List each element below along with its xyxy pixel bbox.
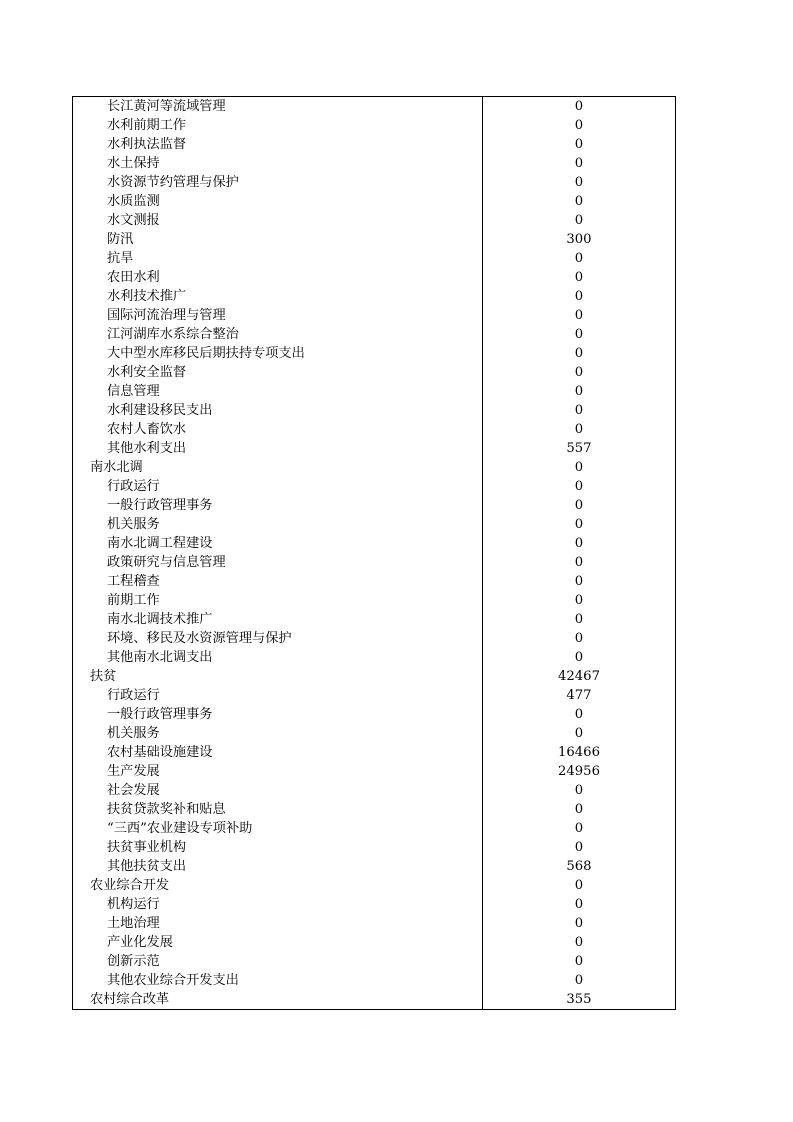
table-row <box>73 515 675 534</box>
table-row <box>73 477 675 496</box>
row-item-name: 长江黄河等流域管理 <box>73 97 483 116</box>
table-row <box>73 990 675 1009</box>
table-row <box>73 895 675 914</box>
table-row <box>73 135 675 154</box>
row-item-value: 0 <box>574 574 584 589</box>
row-item-value: 0 <box>574 802 584 817</box>
table-row <box>73 857 675 876</box>
row-item-name: 政策研究与信息管理 <box>73 553 483 572</box>
table-row <box>73 572 675 591</box>
row-item-value: 0 <box>574 555 584 570</box>
row-item-name: 水利前期工作 <box>73 116 483 135</box>
row-item-name: 水质监测 <box>73 192 483 211</box>
row-item-value: 0 <box>574 99 584 114</box>
table-row <box>73 306 675 325</box>
row-item-name: 行政运行 <box>73 477 483 496</box>
row-item-name: 农村基础设施建设 <box>73 743 483 762</box>
table-row <box>73 629 675 648</box>
row-item-name: 农村人畜饮水 <box>73 420 483 439</box>
row-item-value: 0 <box>574 954 584 969</box>
row-item-value: 0 <box>574 783 584 798</box>
table-row <box>73 496 675 515</box>
table-row <box>73 287 675 306</box>
row-item-value: 0 <box>574 707 584 722</box>
row-item-value: 0 <box>574 422 584 437</box>
row-item-name: 水利安全监督 <box>73 363 483 382</box>
table-row <box>73 819 675 838</box>
row-item-name: 扶贫 <box>73 667 483 686</box>
row-item-name: 南水北调 <box>73 458 483 477</box>
table-row <box>73 382 675 401</box>
row-item-value: 0 <box>574 346 584 361</box>
row-item-value: 0 <box>574 327 584 342</box>
table-row <box>73 743 675 762</box>
row-item-value: 0 <box>574 384 584 399</box>
table-row <box>73 344 675 363</box>
table-row <box>73 914 675 933</box>
table-row <box>73 534 675 553</box>
row-item-value: 477 <box>566 688 592 703</box>
table-row <box>73 591 675 610</box>
row-item-value: 0 <box>574 973 584 988</box>
row-item-name: 一般行政管理事务 <box>73 496 483 515</box>
row-item-name: 水利建设移民支出 <box>73 401 483 420</box>
table-row <box>73 933 675 952</box>
row-item-name: 一般行政管理事务 <box>73 705 483 724</box>
table-row <box>73 971 675 990</box>
row-item-value: 0 <box>574 213 584 228</box>
row-item-value: 0 <box>574 137 584 152</box>
row-item-value: 568 <box>566 859 592 874</box>
row-item-name: 水文测报 <box>73 211 483 230</box>
row-item-name: 环境、移民及水资源管理与保护 <box>73 629 483 648</box>
row-item-value: 0 <box>574 156 584 171</box>
row-item-name: 信息管理 <box>73 382 483 401</box>
table-row <box>73 230 675 249</box>
table-row <box>73 249 675 268</box>
row-item-value: 0 <box>574 517 584 532</box>
row-item-name: 水资源节约管理与保护 <box>73 173 483 192</box>
table-row <box>73 800 675 819</box>
row-item-value: 0 <box>574 631 584 646</box>
row-item-name: 南水北调工程建设 <box>73 534 483 553</box>
table-row <box>73 781 675 800</box>
row-item-name: 土地治理 <box>73 914 483 933</box>
table-row <box>73 97 675 116</box>
row-item-name: 农田水利 <box>73 268 483 287</box>
row-item-name: 其他水利支出 <box>73 439 483 458</box>
table-row <box>73 705 675 724</box>
row-item-value: 0 <box>574 118 584 133</box>
row-item-value: 0 <box>574 479 584 494</box>
row-item-name: 扶贫贷款奖补和贴息 <box>73 800 483 819</box>
row-item-value: 0 <box>574 498 584 513</box>
row-item-name: 国际河流治理与管理 <box>73 306 483 325</box>
row-item-name: 其他南水北调支出 <box>73 648 483 667</box>
row-item-value: 0 <box>574 650 584 665</box>
table-row <box>73 610 675 629</box>
row-item-name: 创新示范 <box>73 952 483 971</box>
table-row <box>73 325 675 344</box>
table-row <box>73 211 675 230</box>
row-item-value: 0 <box>574 194 584 209</box>
row-item-value: 557 <box>566 441 592 456</box>
row-item-value: 16466 <box>558 745 600 760</box>
row-item-name: 扶贫事业机构 <box>73 838 483 857</box>
row-item-value: 0 <box>574 612 584 627</box>
row-item-value: 355 <box>566 992 592 1007</box>
table-row <box>73 420 675 439</box>
table-row <box>73 762 675 781</box>
row-item-value: 0 <box>574 935 584 950</box>
table-row <box>73 838 675 857</box>
row-item-name: 生产发展 <box>73 762 483 781</box>
table-row <box>73 686 675 705</box>
table-row <box>73 363 675 382</box>
row-item-value: 0 <box>574 897 584 912</box>
table-row <box>73 154 675 173</box>
table-row <box>73 648 675 667</box>
row-item-value: 0 <box>574 536 584 551</box>
row-item-name: 工程稽查 <box>73 572 483 591</box>
table-row <box>73 401 675 420</box>
budget-table <box>72 96 676 1010</box>
row-item-value: 42467 <box>558 669 600 684</box>
row-item-name: 抗旱 <box>73 249 483 268</box>
row-item-value: 0 <box>574 593 584 608</box>
row-item-name: 行政运行 <box>73 686 483 705</box>
row-item-name: 水利技术推广 <box>73 287 483 306</box>
row-item-value: 0 <box>574 270 584 285</box>
row-item-name: 防汛 <box>73 230 483 249</box>
row-item-value: 0 <box>574 308 584 323</box>
row-item-name: 产业化发展 <box>73 933 483 952</box>
row-item-name: 机关服务 <box>73 515 483 534</box>
table-row <box>73 116 675 135</box>
row-item-value: 0 <box>574 460 584 475</box>
row-item-name: 机构运行 <box>73 895 483 914</box>
row-item-name: 其他扶贫支出 <box>73 857 483 876</box>
row-item-name: 大中型水库移民后期扶持专项支出 <box>73 344 483 363</box>
row-item-value: 0 <box>574 251 584 266</box>
row-item-value: 24956 <box>558 764 600 779</box>
table-row <box>73 724 675 743</box>
row-item-name: 南水北调技术推广 <box>73 610 483 629</box>
row-item-value: 0 <box>574 365 584 380</box>
table-row <box>73 173 675 192</box>
row-item-name: 水土保持 <box>73 154 483 173</box>
table-row <box>73 952 675 971</box>
row-item-name: 社会发展 <box>73 781 483 800</box>
table-row <box>73 192 675 211</box>
table-row <box>73 553 675 572</box>
row-item-name: 农业综合开发 <box>73 876 483 895</box>
row-item-name: 机关服务 <box>73 724 483 743</box>
row-item-value: 0 <box>574 821 584 836</box>
table-row <box>73 876 675 895</box>
row-item-name: 其他农业综合开发支出 <box>73 971 483 990</box>
table-row <box>73 458 675 477</box>
row-item-name: 前期工作 <box>73 591 483 610</box>
row-item-name: 水利执法监督 <box>73 135 483 154</box>
row-item-value: 0 <box>574 726 584 741</box>
row-item-name: “三西”农业建设专项补助 <box>73 819 483 838</box>
row-item-value: 0 <box>574 840 584 855</box>
table-row <box>73 667 675 686</box>
row-item-name: 江河湖库水系综合整治 <box>73 325 483 344</box>
row-item-value: 0 <box>574 175 584 190</box>
row-item-value: 300 <box>566 232 592 247</box>
table-row <box>73 439 675 458</box>
row-item-value: 0 <box>574 916 584 931</box>
row-item-value: 0 <box>574 403 584 418</box>
row-item-value: 0 <box>574 878 584 893</box>
row-item-value: 0 <box>574 289 584 304</box>
table-row <box>73 268 675 287</box>
row-item-name: 农村综合改革 <box>73 990 483 1009</box>
